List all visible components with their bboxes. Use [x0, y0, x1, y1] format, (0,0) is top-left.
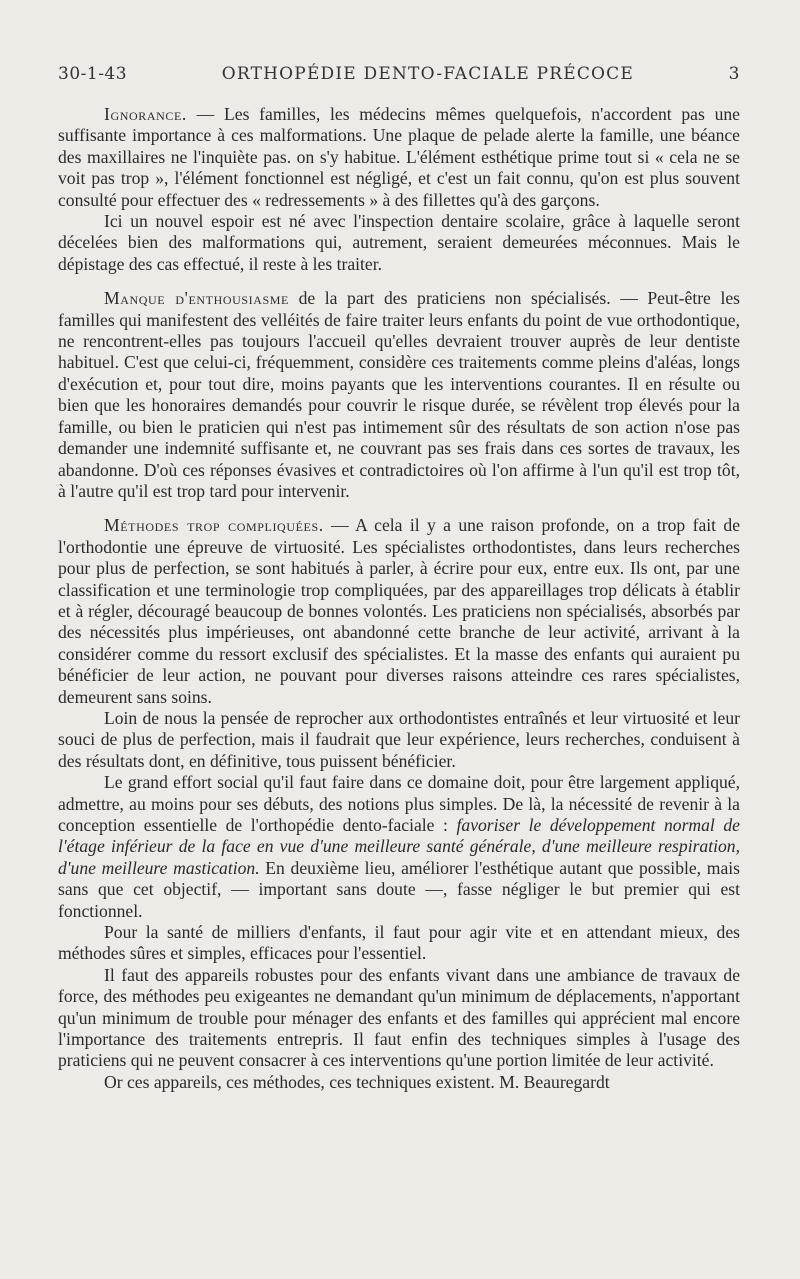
body-text	[58, 104, 740, 1093]
header-date: 30-1-43	[58, 64, 128, 84]
paragraph	[58, 965, 740, 1072]
paragraph	[58, 708, 740, 772]
section-heading-manque: Manque d'enthousiasme	[104, 288, 289, 309]
running-header	[58, 64, 740, 84]
paragraph	[58, 1072, 740, 1093]
paragraph	[58, 211, 740, 275]
paragraph-text: Loin de nous la pensée de reprocher aux orthodontistes entraînés et leur virtuosité et leur souci de plus de perfection, mais il faudrait que leur expérience, leurs recherches, conduisent à des résultats dont, en définitive, tous puissent bénéficier.	[58, 707, 740, 771]
emphasis-text: favoriser le développement normal de l'étage inférieur de la face en vue d'une meilleure santé générale, d'une meilleure respiration, d'une meilleure mastication.	[58, 815, 740, 878]
section-heading-ignorance: Ignorance.	[104, 104, 187, 124]
section-heading-methodes: Méthodes trop compliquées.	[104, 515, 324, 536]
paragraph-text: Or ces appareils, ces méthodes, ces techniques existent. M. Beauregardt	[104, 1071, 610, 1092]
paragraph-text: En deuxième lieu, améliorer l'esthétique autant que possible, mais sans que cet objectif, — important sans doute —, fasse négliger le but premier qui est fonctionnel.	[58, 857, 740, 921]
paragraph-text: Il faut des appareils robustes pour des enfants vivant dans une ambiance de travaux de force, des méthodes peu exigeantes ne demandant qu'un minimum de déplacements, n'apportant qu'un minimum de trouble pour ménager des enfants et des familles qui apprécient mal encore l'importance des traitements entrepris. Il faut enfin des techniques simples à l'usage des praticiens qui ne peuvent consacrer à ces interventions qu'une portion limitée de leur activité.	[58, 964, 740, 1071]
paragraph-text: Le grand effort social qu'il faut faire dans ce domaine doit, pour être largement appliqué, admettre, au moins pour ses débuts, des notions plus simples. De là, la nécessité de revenir à la conception essentielle de l'orthopédie dento-faciale :	[58, 772, 740, 835]
page-number: 3	[728, 64, 740, 84]
paragraph-text: Pour la santé de milliers d'enfants, il faut pour agir vite et en attendant mieux, des méthodes sûres et simples, efficaces pour l'essentiel.	[58, 922, 740, 964]
header-title: ORTHOPÉDIE DENTO-FACIALE PRÉCOCE	[221, 64, 634, 84]
paragraph-manque	[58, 288, 740, 502]
paragraph-text: — A cela il y a une raison profonde, on a trop fait de l'orthodontie une épreuve de virtuosité. Les spécialistes orthodontistes, dans leurs recherches pour plus de perfection, se sont habitués à parler, à écrire pour eux, entre eux. Ils ont, par une classification et une terminologie trop compliquées, par des appareillages trop délicats à établir et à régler, découragé beaucoup de bonnes volontés. Les praticiens non spécialisés, absorbés par des nécessités plus impérieuses, ont abandonné cette branche de leur activité, arrivant à la considérer comme du ressort exclusif des spécialistes. Et la masse des enfants qui auraient pu bénéficier de leur action, ne pouvant pour diverses raisons atteindre ces rares spécialistes, demeurent sans soins.	[58, 515, 741, 707]
paragraph-ignorance	[58, 104, 740, 211]
paragraph	[58, 922, 740, 965]
paragraph-text: — Les familles, les médecins mêmes quelquefois, n'accordent pas une suffisante importance à ces malformations. Une plaque de pelade alerte la famille, une béance des maxillaires ne l'inquiète pas. on s'y habitue. L'élément esthétique prime tout si « cela ne se voit pas trop », l'élément fonctionnel est négligé, et c'est un fait connu, qu'on est plus souvent consulté pour effectuer des « redressements » à des fillettes qu'à des garçons.	[58, 104, 740, 210]
paragraph-methodes	[58, 515, 740, 708]
paragraph	[58, 772, 740, 922]
paragraph-text: de la part des praticiens non spécialisés. — Peut-être les familles qui manifestent des velléités de faire traiter leurs enfants du point de vue orthodontique, ne rencontrent-elles pas toujours l'accueil qu'elles devraient trouver auprès de leur dentiste habituel. C'est que celui-ci, fréquemment, considère ces traitements comme pleins d'aléas, longs d'exécution et, pour tout dire, moins payants que les interventions courantes. Il en résulte ou bien que les honoraires demandés pour couvrir le risque durée, se révèlent trop élevés pour la famille, ou bien le praticien qui n'est pas intimement sûr des résultats de son action n'ose pas demander une indemnité suffisante et, ne couvrant pas ses frais dans ces sortes de travaux, les abandonne. D'où ces réponses évasives et contradictoires où l'on affirme à l'un qu'il est trop tôt, à l'autre qu'il est trop tard pour intervenir.	[58, 288, 740, 501]
paragraph-text: Ici un nouvel espoir est né avec l'inspection dentaire scolaire, grâce à laquelle seront décelées bien des malformations qui, autrement, seraient demeurées méconnues. Mais le dépistage des cas effectué, il reste à les traiter.	[58, 211, 740, 274]
